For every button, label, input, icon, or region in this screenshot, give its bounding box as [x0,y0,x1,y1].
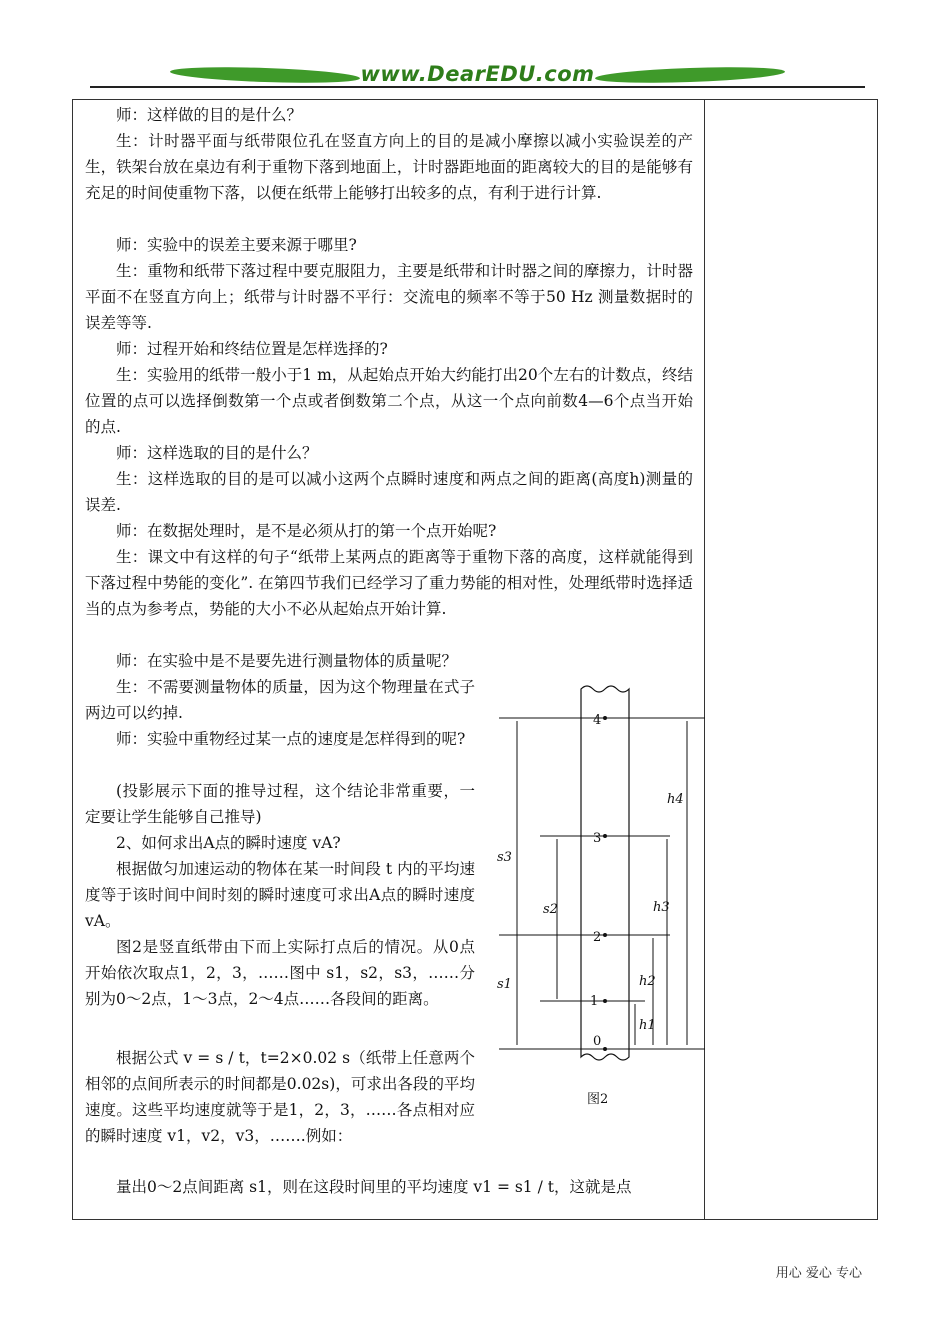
paragraph: 师：实验中重物经过某一点的速度是怎样得到的呢? [116,730,466,748]
point-label: 0 [593,1034,602,1049]
s-label: s2 [543,902,558,917]
figure-caption: 图2 [587,1092,609,1107]
header-rule [90,86,865,88]
paragraph: 生：计时器平面与纸带限位孔在竖直方向上的目的是减小摩擦以减小实验误差的产生，铁架台放在桌边有利于重物下落到地面上，计时器距地面的距离较大的目的是能够有充足的时间使重物下落，以便在纸带上能够打出较多的点，有利于进行计算. [85,132,693,202]
paragraph: 根据公式 v = s / t，t=2×0.02 s（纸带上任意两个相邻的点间所表示的时间都是0.02s)，可求出各段的平均速度。这些平均速度就等于是1，2，3，……各点相对应的瞬时速度 v1，v2，v3，…….例如： [85,1049,475,1145]
h-label: h4 [667,792,684,807]
paragraph: 生：实验用的纸带一般小于1 m，从起始点开始大约能打出20个左右的计数点，终结位置的点可以选择倒数第一个点或者倒数第二个点，从这一个点向前数4—6个点当开始的点. [85,366,693,436]
paragraph: 图2是竖直纸带由下而上实际打点后的情况。从0点开始依次取点1，2，3，……图中 s1，s2，s3，……分别为0～2点，1～3点，2～4点……各段间的距离。 [85,938,475,1008]
tape-dot [603,834,607,838]
h-label: h2 [639,974,656,989]
paragraph: 2、如何求出A点的瞬时速度 vA? [116,834,341,852]
tape-dot [603,716,607,720]
paragraph: 根据做匀加速运动的物体在某一时间段 t 内的平均速度等于该时间中间时刻的瞬时速度可求出A点的瞬时速度 vA。 [85,860,475,930]
point-label: 4 [593,713,602,728]
paragraph: 师：在数据处理时，是不是必须从打的第一个点开始呢? [116,522,497,540]
tape-dot [603,1047,607,1051]
s-label: s3 [497,850,512,865]
h-label: h1 [639,1018,656,1033]
paper-tape-figure [495,683,715,1123]
tape-dot [603,933,607,937]
tape-dot [603,999,607,1003]
s-label: s1 [497,977,512,992]
h-label: h3 [653,900,670,915]
paragraph: 师：这样选取的目的是什么？ [116,444,318,462]
point-label: 1 [590,994,599,1009]
paragraph: 生：课文中有这样的句子“纸带上某两点的距离等于重物下落的高度，这样就能得到下落过程中势能的变化”. 在第四节我们已经学习了重力势能的相对性，处理纸带时选择适当的点为参考点，势能的大小不必从起始点开始计算. [85,548,693,618]
site-logo[interactable]: www.DearEDU.com [360,62,595,86]
paragraph: 生：重物和纸带下落过程中要克服阻力，主要是纸带和计时器之间的摩擦力，计时器平面不在竖直方向上；纸带与计时器不平行：交流电的频率不等于50 Hz 测量数据时的误差等等. [85,262,693,332]
paragraph: 师：过程开始和终结位置是怎样选择的? [116,340,388,358]
page-footer: 用心 爱心 专心 [775,1266,862,1281]
lesson-table [72,99,878,1220]
point-label: 2 [593,930,602,945]
tape-strip [581,686,629,1060]
paragraph: 师：在实验中是不是要先进行测量物体的质量呢？ [116,652,458,670]
paragraph: 生：不需要测量物体的质量，因为这个物理量在式子两边可以约掉. [85,678,475,722]
point-label: 3 [593,831,602,846]
paragraph: 师：实验中的误差主要来源于哪里? [116,236,357,254]
page-header [90,58,865,98]
paragraph: 师：这样做的目的是什么？ [116,106,303,124]
tape-diagram-svg [495,683,715,1123]
paragraph: (投影展示下面的推导过程，这个结论非常重要，一定要让学生能够自己推导) [85,782,475,826]
paragraph: 生：这样选取的目的是可以减小这两个点瞬时速度和两点之间的距离(高度h)测量的误差. [85,470,693,514]
paragraph: 量出0～2点间距离 s1，则在这段时间里的平均速度 v1 = s1 / t，这就是点 [116,1178,632,1196]
